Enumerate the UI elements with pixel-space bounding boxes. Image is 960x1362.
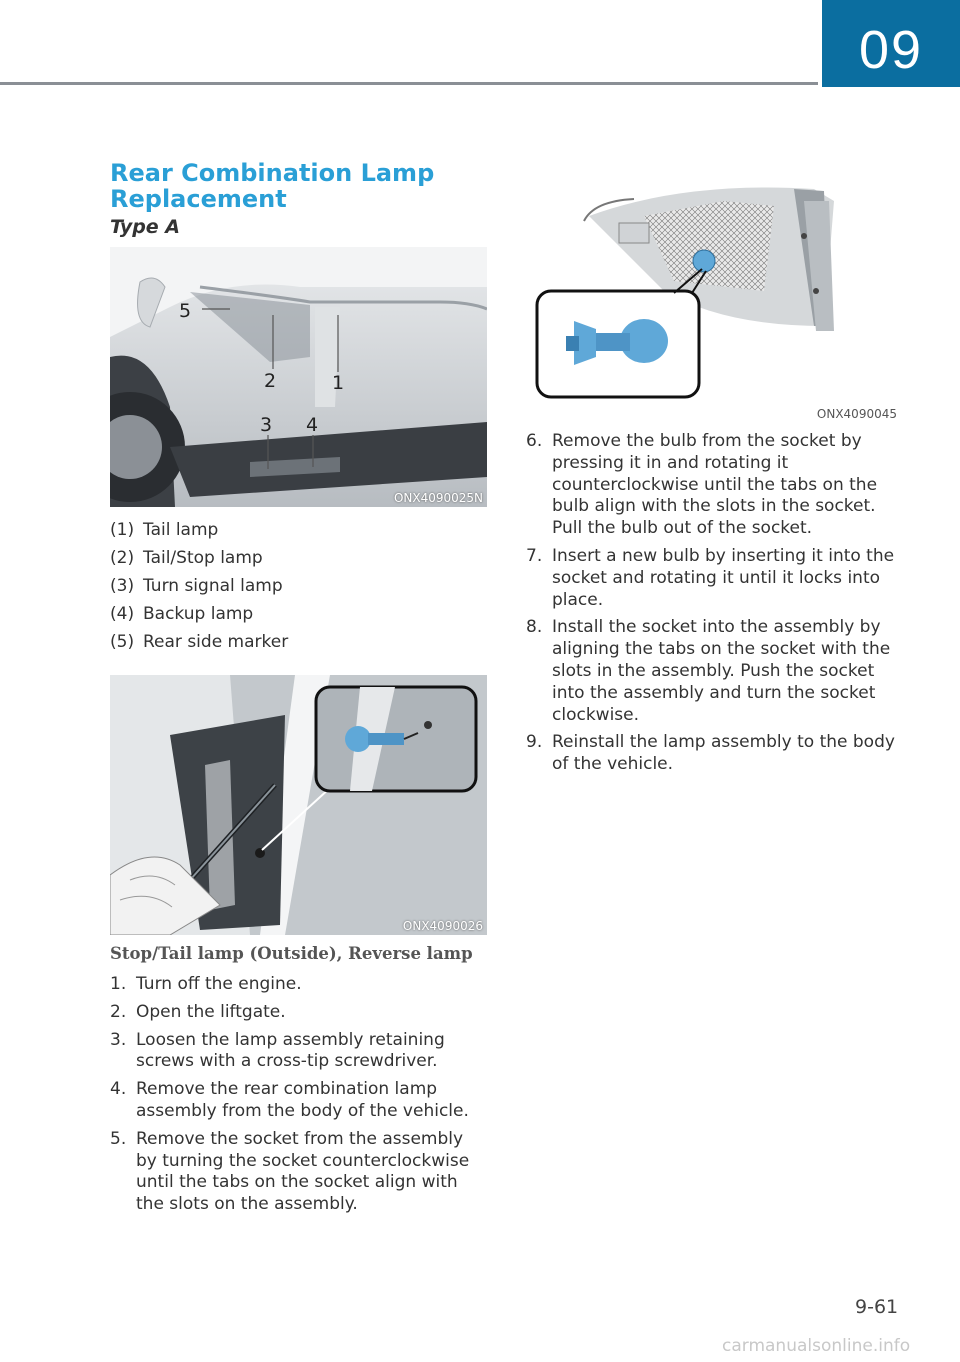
screw-removal-figure <box>110 675 487 935</box>
bulb-socket-figure <box>524 161 901 423</box>
legend-label: Tail/Stop lamp <box>143 548 263 568</box>
procedure-steps-right <box>526 431 898 782</box>
step-item <box>110 1129 482 1216</box>
legend-item <box>110 572 490 600</box>
step-text: Reinstall the lamp assembly to the body of the vehicle. <box>552 732 895 775</box>
step-item <box>526 617 898 726</box>
legend-label: Backup lamp <box>143 604 254 624</box>
step-number: 7. <box>526 545 543 566</box>
callout-4: 4 <box>306 414 319 436</box>
step-text: Insert a new bulb by inserting it into the socket and rotating it until it locks into place. <box>552 545 895 610</box>
figure-code: ONX4090045 <box>816 407 897 421</box>
step-item <box>526 546 898 611</box>
step-number: 9. <box>526 732 543 753</box>
legend-num: (4) <box>110 604 135 624</box>
section-title: Rear Combination Lamp Replacement <box>110 159 435 213</box>
step-text: Turn off the engine. <box>136 974 302 994</box>
legend-label: Tail lamp <box>143 520 219 540</box>
step-number: 1. <box>110 974 127 994</box>
legend-item <box>110 628 490 656</box>
step-number: 8. <box>526 617 543 638</box>
step-number: 6. <box>526 431 543 451</box>
legend-num: (2) <box>110 548 135 568</box>
legend-num: (5) <box>110 632 135 652</box>
procedure-steps-left <box>110 974 482 1222</box>
rear-view-illustration <box>110 247 487 507</box>
step-item <box>110 1002 482 1024</box>
watermark: carmanualsonline.info <box>722 1336 911 1356</box>
legend-num: (3) <box>110 576 135 596</box>
callout-2: 2 <box>264 370 277 392</box>
step-text: Loosen the lamp assembly retaining screws with a cross-tip screwdriver. <box>136 1029 445 1072</box>
callout-1: 1 <box>332 372 345 394</box>
step-item <box>526 431 898 540</box>
step-text: Open the liftgate. <box>136 1001 286 1022</box>
bulb-socket-illustration <box>524 161 901 423</box>
figure-code: ONX4090026 <box>402 919 483 933</box>
legend-item <box>110 600 490 628</box>
step-text: Remove the bulb from the socket by pressing it in and rotating it counterclockwise until the tabs on the bulb align with the slots in the socket. Pull the bulb out of the socket. <box>552 431 878 539</box>
legend-item <box>110 516 490 544</box>
callout-5: 5 <box>179 300 192 322</box>
step-number: 5. <box>110 1128 127 1149</box>
legend-item <box>110 544 490 572</box>
header-rule <box>0 82 818 85</box>
screw-removal-illustration <box>110 675 487 935</box>
figure-code: ONX4090025N <box>393 491 483 505</box>
legend-label: Turn signal lamp <box>143 576 283 596</box>
legend-num: (1) <box>110 520 135 540</box>
legend-label: Rear side marker <box>143 632 289 652</box>
step-text: Install the socket into the assembly by aligning the tabs on the socket with the slots in the assembly. Push the socket into the assembly and turn the socket clockwise. <box>552 617 891 725</box>
step-item <box>526 732 898 776</box>
step-text: Remove the rear combination lamp assembly from the body of the vehicle. <box>136 1079 469 1121</box>
page-number: 9-61 <box>855 1296 899 1318</box>
step-item <box>110 1030 482 1074</box>
step-item <box>110 974 482 996</box>
step-text: Remove the socket from the assembly by turning the socket counterclockwise until the tabs on the socket align with the slots on the assembly. <box>136 1128 470 1215</box>
chapter-tab: 09 <box>822 0 960 87</box>
rear-view-figure <box>110 247 487 507</box>
step-number: 2. <box>110 1001 127 1022</box>
lamp-legend <box>110 516 490 656</box>
procedure-heading: Stop/Tail lamp (Outside), Reverse lamp <box>110 944 473 963</box>
step-number: 3. <box>110 1029 127 1050</box>
callout-3: 3 <box>260 414 273 436</box>
step-number: 4. <box>110 1079 127 1100</box>
step-item <box>110 1079 482 1123</box>
section-subtitle: Type A <box>110 216 181 238</box>
